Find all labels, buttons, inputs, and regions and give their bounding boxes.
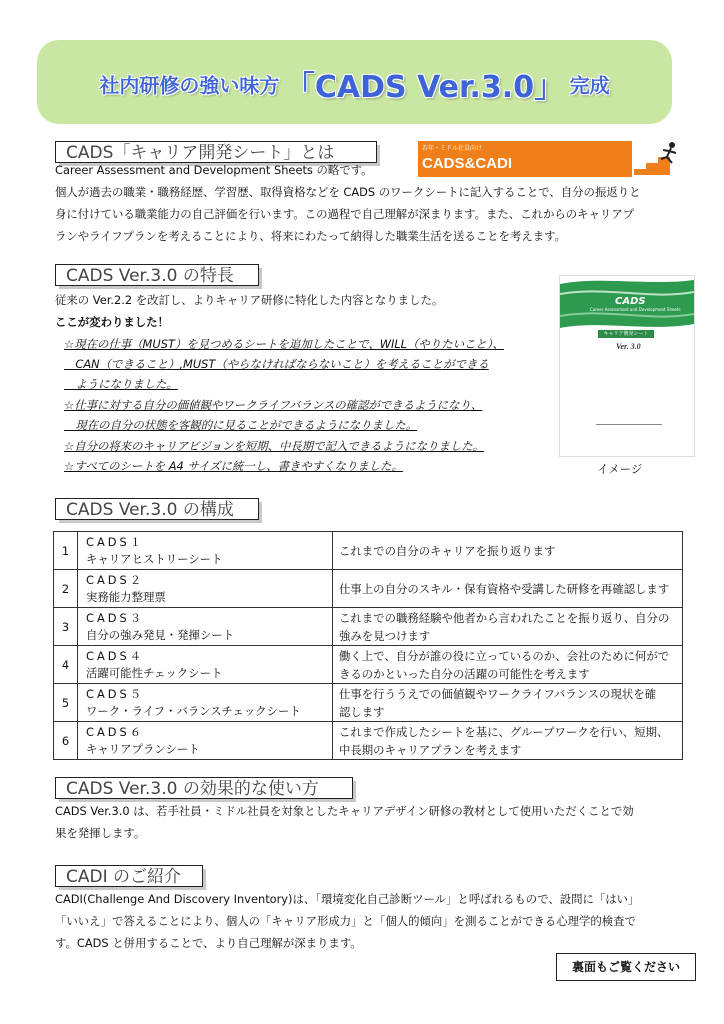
sheet-name-cell <box>78 684 333 722</box>
cover-title: CADS <box>615 296 646 307</box>
sheet-description <box>333 684 683 722</box>
row-number: 2 <box>54 570 78 608</box>
sheet-description <box>333 532 683 570</box>
row-number: 5 <box>54 684 78 722</box>
features-intro: 従来の Ver.2.2 を改訂し、よりキャリア研修に特化した内容となりました。 <box>55 293 444 307</box>
description-line: きるのかといった自分の活躍の可能性を考えます <box>339 666 590 681</box>
feature-line-1: ☆現在の仕事（MUST）を見つめるシートを追加したことで、WILL（やりたいこと）、 <box>64 337 504 351</box>
see-reverse-note: 裏面もご覧ください <box>556 953 696 981</box>
table-row <box>54 570 683 608</box>
description-line: 強みを見つけます <box>339 628 431 643</box>
usage-line-1: CADS Ver.3.0 は、若手社員・ミドル社員を対象としたキャリアデザイン研修の教材として使用いただくことで効 <box>55 804 634 818</box>
title-banner <box>37 40 672 124</box>
description-line: 仕事上の自分のスキル・保有資格や受講した研修を再確認します <box>339 581 670 596</box>
cover-version: Ver. 3.0 <box>616 342 641 351</box>
table-row <box>54 646 683 684</box>
row-number: 6 <box>54 722 78 760</box>
cover-name-line <box>596 424 662 425</box>
usage-line-2: 果を発揮します。 <box>55 826 146 840</box>
title-product: 「CADS Ver.3.0」 <box>284 70 565 105</box>
sheet-description <box>333 570 683 608</box>
section-heading-usage: CADS Ver.3.0 の効果的な使い方 <box>55 777 353 799</box>
sheet-code: CADS２ <box>86 572 145 587</box>
sheet-name: キャリアヒストリーシート <box>86 551 223 566</box>
sheet-name-cell <box>78 646 333 684</box>
sheet-name: 実務能力整理票 <box>86 589 166 604</box>
title-prefix: 社内研修の強い味方 <box>99 73 280 98</box>
sheet-name: 自分の強み発見・発揮シート <box>86 627 235 642</box>
table-row <box>54 684 683 722</box>
cadi-line-2: 「いいえ」で答えることにより、個人の「キャリア形成力」と「個人的傾向」を測ることができる心理学的検査で <box>55 914 636 928</box>
sheet-code: CADS１ <box>86 534 145 549</box>
logo-subtitle: 若年・ミドル社員向け <box>422 145 483 152</box>
description-line: 働く上で、自分が誰の役に立っているのか、会社のために何がで <box>339 648 670 663</box>
feature-line-4: ☆仕事に対する自分の価値観やワークライフバランスの確認ができるようになり、 <box>64 398 483 412</box>
section-heading-cadi: CADI のご紹介 <box>55 865 203 887</box>
cover-subtitle: Career Assessment and Development Sheets <box>590 307 681 312</box>
feature-line-6: ☆自分の将来のキャリアビジョンを短期、中長期で記入できるようになりました。 <box>64 439 485 453</box>
description-line: これまでの職務経験や他者から言われたことを振り返り、自分の <box>339 610 670 625</box>
section-heading-features: CADS Ver.3.0 の特長 <box>55 264 259 286</box>
sheet-description <box>333 722 683 760</box>
feature-line-2: CAN（できること）,MUST（やらなければならないこと）を考えることができる <box>64 357 489 371</box>
features-changed-label: ここが変わりました！ <box>55 315 169 329</box>
sheet-description <box>333 608 683 646</box>
stair-runner-icon <box>632 141 692 177</box>
feature-line-3: ようになりました。 <box>64 377 178 391</box>
image-caption: イメージ <box>597 462 643 476</box>
description-line: 仕事を行ううえでの価値観やワークライフバランスの現状を確 <box>339 686 657 701</box>
feature-line-7: ☆すべてのシートを A4 サイズに統一し、書きやすくなりました。 <box>64 459 403 473</box>
sheet-code: CADS６ <box>86 724 145 739</box>
row-number: 3 <box>54 608 78 646</box>
sheet-name-cell <box>78 570 333 608</box>
what-line-3: 身に付けている職業能力の自己評価を行います。この過程で自己理解が深まります。また、これからのキャリアプ <box>55 207 635 221</box>
cadi-line-3: す。CADS と併用することで、より自己理解が深まります。 <box>55 936 362 950</box>
what-line-2: 個人が過去の職業・職務経歴、学習歴、取得資格などを CADS のワークシートに記入することで、自分の振返りと <box>55 185 641 199</box>
what-line-1: Career Assessment and Development Sheets の略です。 <box>55 163 373 177</box>
sheet-code: CADS３ <box>86 610 145 625</box>
logo-name: CADS&CADI <box>422 155 512 172</box>
title-suffix: 完成 <box>569 73 610 98</box>
sheet-description <box>333 646 683 684</box>
cads-cadi-logo <box>418 141 692 177</box>
table-row <box>54 722 683 760</box>
sheet-name: ワーク・ライフ・バランスチェックシート <box>86 703 301 718</box>
sheet-name-cell <box>78 722 333 760</box>
description-line: 認します <box>339 704 385 719</box>
table-row <box>54 532 683 570</box>
description-line: 中長期のキャリアプランを考えます <box>339 742 522 757</box>
page-title <box>37 62 672 106</box>
section-heading-structure: CADS Ver.3.0 の構成 <box>55 498 259 520</box>
what-line-4: ランやライフプランを考えることにより、将来にわたって納得した職業生活を送ることを考えます。 <box>55 229 566 243</box>
sheet-code: CADS４ <box>86 648 145 663</box>
cadi-line-1: CADI(Challenge And Discovery Inventory)は、「環境変化自己診断ツール」と呼ばれるもので、設問に「はい」 <box>55 892 640 906</box>
feature-line-5: 現在の自分の状態を客観的に見ることができるようになりました。 <box>64 418 418 432</box>
table-row <box>54 608 683 646</box>
structure-table <box>53 531 683 760</box>
sheet-name-cell <box>78 608 333 646</box>
cads-cover-image <box>559 275 695 457</box>
row-number: 4 <box>54 646 78 684</box>
description-line: これまでの自分のキャリアを振り返ります <box>339 543 556 558</box>
sheet-name: キャリアプランシート <box>86 741 200 756</box>
sheet-name: 活躍可能性チェックシート <box>86 665 223 680</box>
row-number: 1 <box>54 532 78 570</box>
sheet-name-cell <box>78 532 333 570</box>
section-heading-what: CADS「キャリア開発シート」とは <box>55 141 377 163</box>
cover-tag: キャリア開発シート <box>598 330 654 338</box>
description-line: これまで作成したシートを基に、グループワークを行い、短期、 <box>339 724 669 739</box>
sheet-code: CADS５ <box>86 686 145 701</box>
